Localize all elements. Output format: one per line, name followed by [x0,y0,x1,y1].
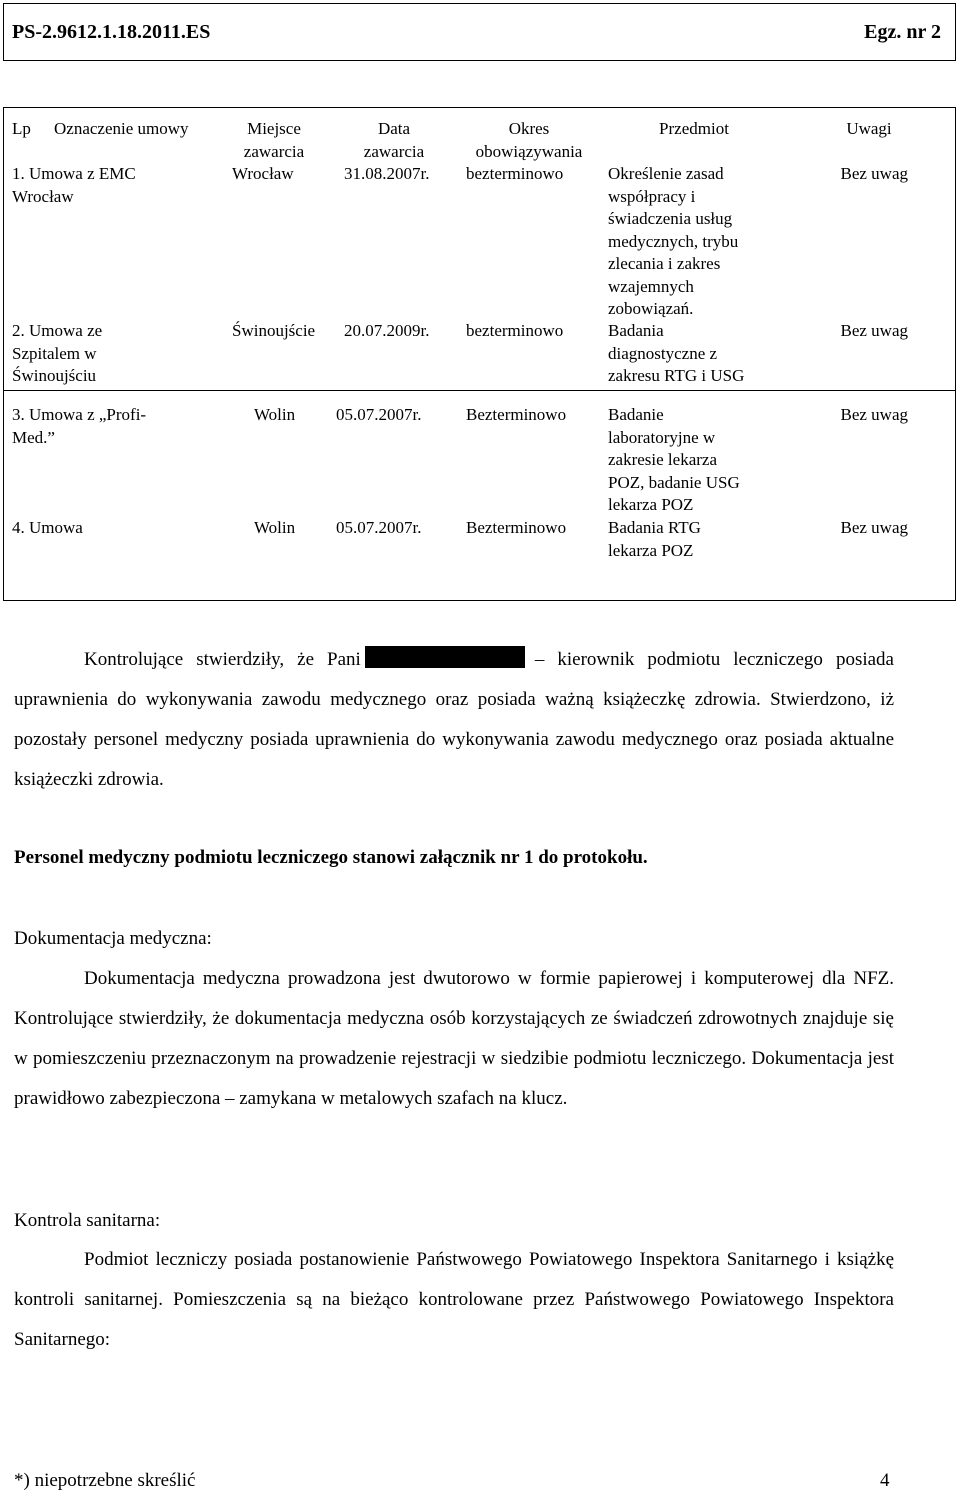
col-header-notes: Uwagi [846,119,892,138]
personnel-paragraph [14,640,894,800]
row1-notes: Bez uwag [840,164,908,183]
personnel-attachment-note: Personel medyczny podmiotu leczniczego stanowi załącznik nr 1 do protokołu. [14,847,648,868]
sanitary-paragraph [14,1240,894,1360]
row3-notes: Bez uwag [840,405,908,424]
row4-date: 05.07.2007r. [336,518,422,537]
sanitary-heading: Kontrola sanitarna: [14,1210,161,1231]
docs-paragraph [14,959,894,1119]
col-header-subject: Przedmiot [659,119,729,138]
redaction-block [365,646,525,668]
sanitary-text: Podmiot leczniczy posiada postanowienie Państwowego Powiatowego Inspektora Sanitarnego i książkę kontroli sanitarnej. Pomieszczenia są na bieżąco kontrolowane przez Państwowego Powiatowego Inspektora Sanitarnego: [14,1249,894,1350]
row1-subject: Określenie zasad współpracy i świadczenia usług medycznych, trybu zlecania i zakres wzajemnych zobowiązań. [608,164,739,318]
row4-place: Wolin [254,518,296,537]
document-code: PS-2.9612.1.18.2011.ES [12,21,211,43]
row2-subject: Badania diagnostyczne z zakresu RTG i USG [608,321,745,385]
row2-period: bezterminowo [466,321,564,340]
personnel-text-start: Kontrolujące stwierdziły, że Pani [84,649,361,670]
row2-date: 20.07.2009r. [344,321,430,340]
row3-subject: Badanie laboratoryjne w zakresie lekarza POZ, badanie USG lekarza POZ [608,405,740,514]
col-header-date: Data zawarcia [363,119,425,161]
row2-number-name: 2. Umowa ze Szpitalem w Świnoujściu [12,321,103,385]
row2-place: Świnoujście [232,321,316,340]
row1-date: 31.08.2007r. [344,164,430,183]
document-header [3,3,956,61]
row1-number-name: 1. Umowa z EMC Wrocław [12,164,136,206]
row1-period: bezterminowo [466,164,564,183]
col-header-period: Okres obowiązywania [475,119,583,161]
row4-number-name: 4. Umowa [12,518,83,537]
row4-notes: Bez uwag [840,518,908,537]
table-divider [4,390,955,391]
personnel-text-end: – kierownik podmiotu leczniczego posiada uprawnienia do wykonywania zawodu medycznego oraz posiada ważną książeczkę zdrowia. Stwierdzono, iż pozostały personel medyczny posiada uprawnienia do wykonywania zawodu medycznego oraz posiada aktualne książeczki zdrowia. [14,649,894,790]
row3-date: 05.07.2007r. [336,405,422,424]
row3-place: Wolin [254,405,296,424]
docs-text: Dokumentacja medyczna prowadzona jest dwutorowo w formie papierowej i komputerowej dla NFZ. Kontrolujące stwierdziły, że dokumentacja medyczna osób korzystających ze świadczeń zdrowotnych znajduje się w pomieszczeniu przeznaczonym na prowadzenie rejestracji w siedzibie podmiotu leczniczego. Dokumentacja jest prawidłowo zabezpieczona – zamykana w metalowych szafach na klucz. [14,968,894,1109]
row4-period: Bezterminowo [466,518,567,537]
contracts-table [3,107,956,601]
row3-number-name: 3. Umowa z „Profi- Med.” [12,405,147,447]
docs-heading: Dokumentacja medyczna: [14,928,212,949]
col-header-lp: Lp [12,119,31,138]
row2-notes: Bez uwag [840,321,908,340]
copy-number: Egz. nr 2 [864,21,941,43]
row3-period: Bezterminowo [466,405,567,424]
row1-place: Wrocław [232,164,294,183]
col-header-contract: Oznaczenie umowy [54,119,189,138]
col-header-place: Miejsce zawarcia [243,119,305,161]
row4-subject: Badania RTG lekarza POZ [608,518,701,560]
footer-note: *) niepotrzebne skreślić [14,1470,196,1491]
page-number: 4 [880,1470,890,1491]
